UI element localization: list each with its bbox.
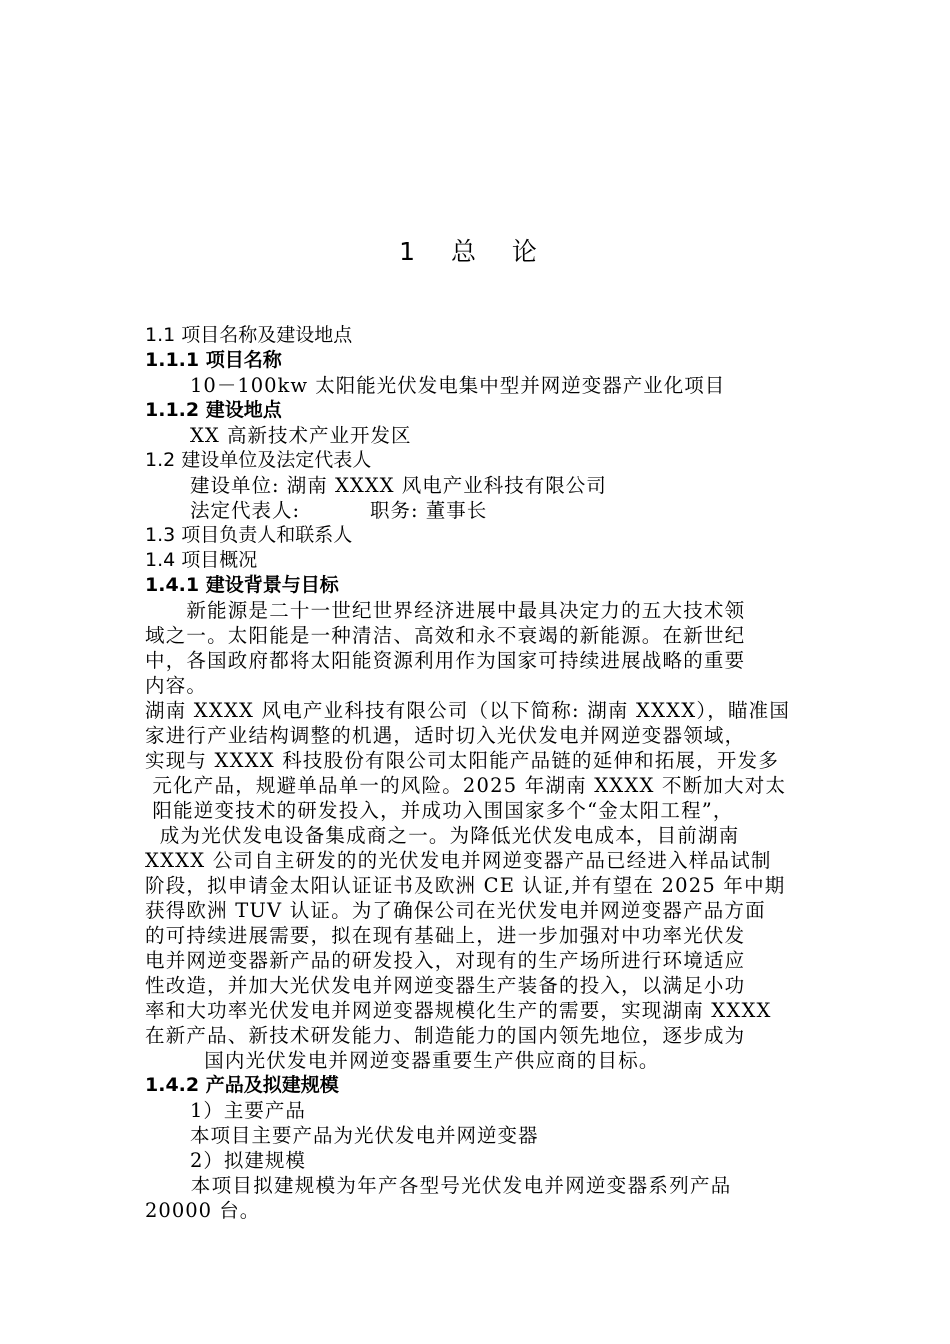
heading-1-1-2: 1.1.2 建设地点: [145, 399, 282, 421]
paragraph-line: 家进行产业结构调整的机遇，适时切入光伏发电并网逆变器领域，: [145, 724, 746, 747]
chapter-title: 1 总 论: [399, 237, 551, 266]
paragraph-line: 内容。: [145, 674, 208, 697]
paragraph-line: XXXX 公司自主研发的的光伏发电并网逆变器产品已经进入样品试制: [145, 849, 772, 872]
scale-text-line-2: 20000 台。: [145, 1199, 261, 1222]
main-product-label: 1）主要产品: [190, 1099, 306, 1122]
paragraph-line: 率和大功率光伏发电并网逆变器规模化生产的需要，实现湖南 XXXX: [145, 999, 772, 1022]
project-name-text: 10－100kw 太阳能光伏发电集中型并网逆变器产业化项目: [190, 374, 726, 397]
paragraph-line: 实现与 XXXX 科技股份有限公司太阳能产品链的延伸和拓展，开发多: [145, 749, 780, 772]
paragraph-line: 元化产品，规避单品单一的风险。2025 年湖南 XXXX 不断加大对太: [145, 774, 787, 797]
heading-1-1: 1.1 项目名称及建设地点: [145, 324, 353, 346]
heading-1-4: 1.4 项目概况: [145, 549, 258, 571]
heading-1-1-1: 1.1.1 项目名称: [145, 349, 282, 371]
position-label: 职务: 董事长: [370, 499, 488, 522]
scale-label: 2）拟建规模: [190, 1149, 306, 1172]
heading-1-4-2: 1.4.2 产品及拟建规模: [145, 1074, 339, 1096]
paragraph-line: 在新产品、新技术研发能力、制造能力的国内领先地位，逐步成为: [145, 1024, 746, 1047]
main-product-text: 本项目主要产品为光伏发电并网逆变器: [190, 1124, 539, 1147]
heading-1-4-1: 1.4.1 建设背景与目标: [145, 574, 339, 596]
paragraph-line: 的可持续进展需要，拟在现有基础上，进一步加强对中功率光伏发: [145, 924, 746, 947]
paragraph-line: 电并网逆变器新产品的研发投入，对现有的生产场所进行环境适应: [145, 949, 746, 972]
construction-unit-text: 建设单位: 湖南 XXXX 风电产业科技有限公司: [190, 474, 607, 497]
heading-1-3: 1.3 项目负责人和联系人: [145, 524, 353, 546]
scale-text-line-1: 本项目拟建规模为年产各型号光伏发电并网逆变器系列产品: [170, 1174, 732, 1197]
paragraph-line: 中，各国政府都将太阳能资源利用作为国家可持续进展战略的重要: [145, 649, 746, 672]
paragraph-line: 获得欧洲 TUV 认证。为了确保公司在光伏发电并网逆变器产品方面: [145, 899, 766, 922]
background-paragraph-2: [145, 698, 805, 1073]
background-paragraph-1: [145, 598, 805, 698]
heading-1-2: 1.2 建设单位及法定代表人: [145, 449, 372, 471]
paragraph-line: 域之一。太阳能是一种清洁、高效和永不衰竭的新能源。在新世纪: [145, 624, 746, 647]
paragraph-line: 湖南 XXXX 风电产业科技有限公司（以下简称: 湖南 XXXX），瞄准国: [145, 699, 791, 722]
paragraph-line: 阶段，拟申请金太阳认证证书及欧洲 CE 认证,并有望在 2025 年中期: [145, 874, 786, 897]
paragraph-line: 阳能逆变技术的研发投入，并成功入围国家多个“金太阳工程”，: [145, 799, 734, 822]
paragraph-line: 新能源是二十一世纪世界经济进展中最具决定力的五大技术领: [145, 599, 746, 622]
paragraph-line: 国内光伏发电并网逆变器重要生产供应商的目标。: [145, 1049, 660, 1072]
paragraph-line: 性改造，并加大光伏发电并网逆变器生产装备的投入，以满足小功: [145, 974, 746, 997]
paragraph-line: 成为光伏发电设备集成商之一。为降低光伏发电成本，目前湖南: [145, 824, 740, 847]
location-text: XX 高新技术产业开发区: [190, 424, 412, 447]
legal-rep-label: 法定代表人:: [190, 499, 301, 522]
